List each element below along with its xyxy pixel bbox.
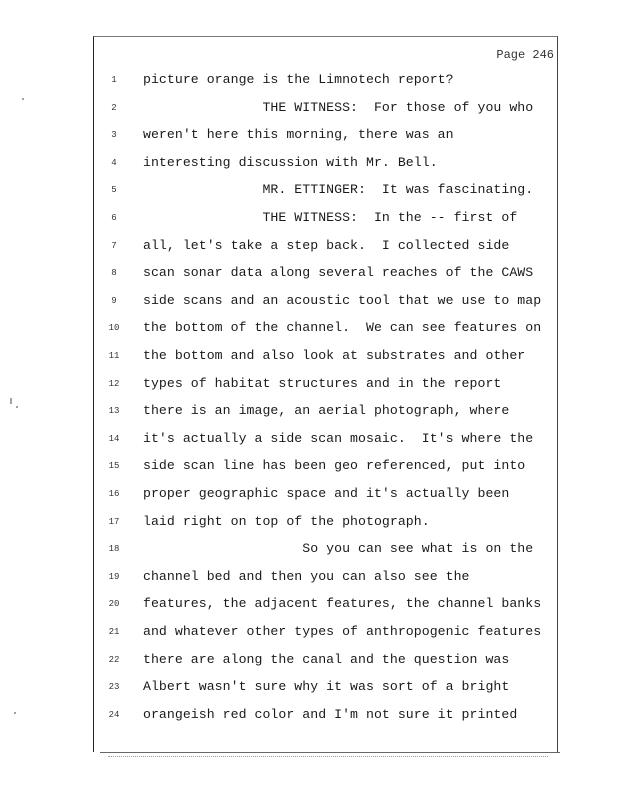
- transcript-line: [100, 121, 555, 149]
- line-number: 2: [111, 102, 117, 113]
- page-number: Page 246: [496, 48, 554, 62]
- transcript-line: [100, 176, 555, 204]
- scan-speck: [14, 712, 16, 714]
- line-number: 3: [111, 130, 117, 141]
- bottom-rule: [100, 752, 560, 753]
- line-text: picture orange is the Limnotech report?: [143, 72, 454, 87]
- line-text: the bottom of the channel. We can see features on: [143, 320, 542, 336]
- line-text: and whatever other types of anthropogenic features: [143, 624, 542, 639]
- line-text: scan sonar data along several reaches of the CAWS: [143, 265, 534, 281]
- line-number: 9: [111, 295, 117, 306]
- line-text: side scans and an acoustic tool that we use to map: [143, 292, 542, 308]
- transcript-line: [100, 425, 555, 453]
- line-number: 6: [111, 213, 117, 223]
- transcript-line: [100, 66, 555, 94]
- line-number: 19: [108, 571, 120, 582]
- line-text: the bottom and also look at substrates and other: [143, 348, 526, 363]
- line-text: weren't here this morning, there was an: [143, 127, 454, 143]
- scan-speck: [16, 406, 18, 408]
- line-number: 12: [108, 378, 120, 389]
- line-text: proper geographic space and it's actually been: [143, 486, 510, 501]
- line-number: 22: [108, 654, 120, 665]
- line-text: MR. ETTINGER: It was fascinating.: [143, 182, 534, 198]
- transcript-line: [100, 342, 555, 370]
- line-number: 20: [108, 599, 120, 610]
- line-text: THE WITNESS: For those of you who: [143, 99, 534, 115]
- transcript-line: [100, 563, 555, 591]
- line-number: 14: [108, 433, 120, 444]
- transcript-line: [100, 259, 555, 287]
- line-number: 8: [111, 268, 117, 279]
- line-text: there is an image, an aerial photograph, where: [143, 403, 510, 419]
- line-text: types of habitat structures and in the report: [143, 375, 502, 391]
- line-text: orangeish red color and I'm not sure it printed: [143, 706, 518, 722]
- transcript-line: [100, 314, 555, 342]
- scan-speck: [22, 98, 24, 100]
- line-text: laid right on top of the photograph.: [143, 513, 430, 529]
- transcript-line: [100, 204, 555, 232]
- line-number: 13: [108, 406, 120, 417]
- transcript-line: [100, 397, 555, 425]
- line-text: So you can see what is on the: [143, 541, 534, 557]
- line-number: 1: [111, 75, 117, 85]
- transcript-line: [100, 618, 555, 646]
- line-number: 4: [111, 157, 117, 168]
- line-number: 16: [108, 489, 120, 499]
- transcript-line: [100, 149, 555, 177]
- line-text: channel bed and then you can also see the: [143, 568, 470, 584]
- line-number: 5: [111, 185, 117, 196]
- bottom-rule-dotted: [108, 756, 548, 757]
- line-number: 15: [108, 461, 120, 472]
- transcript-line: [100, 590, 555, 618]
- transcript-line: [100, 673, 555, 701]
- transcript-line: [100, 287, 555, 315]
- line-number: 21: [108, 627, 120, 637]
- transcript-line: [100, 480, 555, 508]
- line-text: interesting discussion with Mr. Bell.: [143, 154, 438, 170]
- line-number: 24: [108, 709, 120, 720]
- scan-speck: [10, 398, 12, 404]
- line-number: 18: [108, 544, 120, 555]
- line-number: 17: [108, 516, 120, 527]
- line-number: 7: [111, 240, 117, 251]
- line-text: there are along the canal and the question was: [143, 651, 510, 667]
- line-number: 23: [108, 682, 120, 693]
- line-text: all, let's take a step back. I collected side: [143, 237, 510, 253]
- transcript-line: [100, 701, 555, 729]
- transcript-line: [100, 232, 555, 260]
- line-text: THE WITNESS: In the -- first of: [143, 210, 518, 225]
- line-text: it's actually a side scan mosaic. It's where the: [143, 430, 534, 446]
- transcript-line: [100, 535, 555, 563]
- transcript-line: [100, 94, 555, 122]
- line-text: Albert wasn't sure why it was sort of a bright: [143, 679, 510, 695]
- line-text: side scan line has been geo referenced, put into: [143, 458, 526, 474]
- line-text: features, the adjacent features, the channel banks: [143, 596, 542, 612]
- line-number: 11: [108, 351, 120, 361]
- transcript-line: [100, 370, 555, 398]
- transcript-line: [100, 452, 555, 480]
- line-number: 10: [108, 323, 120, 334]
- transcript-line: [100, 508, 555, 536]
- transcript-line: [100, 646, 555, 674]
